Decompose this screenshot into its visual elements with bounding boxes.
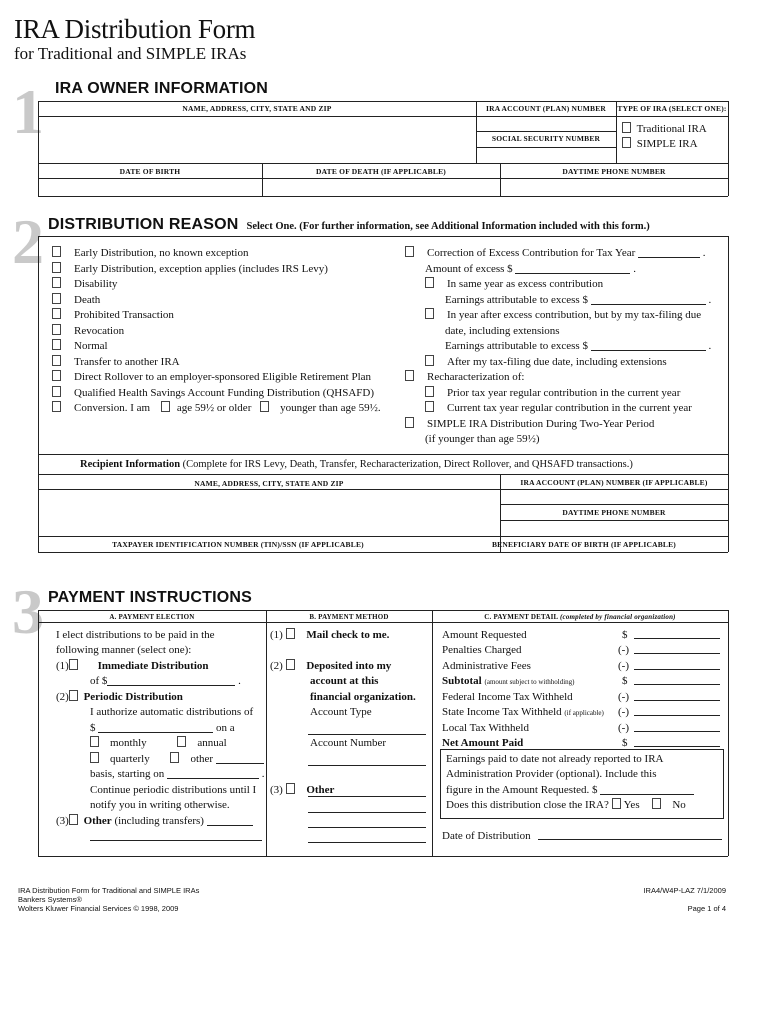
section-number-2: 2	[12, 206, 44, 277]
election-intro-1: I elect distributions to be paid in the	[56, 629, 215, 641]
start-date-field[interactable]	[167, 767, 259, 779]
other-election-field[interactable]	[207, 814, 253, 826]
reason-conversion-checkbox[interactable]	[52, 401, 61, 412]
reason-qhsafd-checkbox[interactable]	[52, 386, 61, 397]
label-recipient-name-address: NAME, ADDRESS, CITY, STATE AND ZIP	[194, 479, 344, 488]
conversion-59-or-older-checkbox[interactable]	[161, 401, 170, 412]
reason-simple-two-year-checkbox[interactable]	[405, 417, 414, 428]
year-after-label-cont: date, including extensions	[445, 325, 560, 337]
reason-simple-two-year-note: (if younger than age 59½)	[425, 433, 540, 445]
other-election-label: Other	[83, 815, 112, 827]
label-recipient-account: IRA ACCOUNT (PLAN) NUMBER (IF APPLICABLE)	[520, 478, 708, 487]
page-title: IRA Distribution Form	[14, 14, 256, 44]
label-daytime-phone: DAYTIME PHONE NUMBER	[562, 167, 666, 176]
label-owner-name-address: NAME, ADDRESS, CITY, STATE AND ZIP	[182, 104, 332, 113]
reason-early-exception-label: Early Distribution, exception applies (includes IRS Levy)	[74, 263, 328, 275]
recharacterize-prior-year-label: Prior tax year regular contribution in the current year	[447, 387, 681, 399]
label-beneficiary-dob: BENEFICIARY DATE OF BIRTH (IF APPLICABLE)	[491, 540, 676, 549]
reason-correction-label: Correction of Excess Contribution for Tax Year	[427, 247, 636, 259]
admin-fees-label: Administrative Fees	[442, 660, 531, 672]
close-ira-question: Does this distribution close the IRA?	[446, 799, 609, 811]
date-of-distribution-label: Date of Distribution	[442, 830, 531, 842]
method-1-number: (1)	[270, 629, 283, 641]
amount-requested-symbol: $	[622, 629, 628, 641]
label-date-of-death: DATE OF DEATH (IF APPLICABLE)	[316, 167, 446, 176]
periodic-dollar-label: $	[90, 722, 96, 734]
other-election-checkbox[interactable]	[69, 814, 78, 825]
periodic-authorize-text: I authorize automatic distributions of	[90, 706, 254, 718]
recipient-account-field[interactable]	[501, 490, 727, 503]
frequency-monthly-checkbox[interactable]	[90, 736, 99, 747]
account-type-label: Account Type	[310, 706, 372, 718]
recipient-info-label: Recipient Information	[80, 459, 181, 470]
owner-ssn-field[interactable]	[477, 148, 615, 162]
year-after-label: In year after excess contribution, but by my tax-filing due	[447, 309, 702, 321]
reason-qhsafd-label: Qualified Health Savings Account Funding Distribution (QHSAFD)	[74, 387, 375, 399]
immediate-distribution-checkbox[interactable]	[69, 659, 78, 670]
close-ira-no-checkbox[interactable]	[652, 798, 661, 809]
section-heading-payment: PAYMENT INSTRUCTIONS	[48, 589, 253, 606]
ira-type-traditional-checkbox[interactable]	[622, 122, 631, 133]
admin-fees-field[interactable]	[634, 669, 720, 670]
earnings-text-2: Administration Provider (optional). Include this	[446, 768, 657, 780]
continue-text-2: notify you in writing otherwise.	[90, 799, 230, 811]
after-due-date-label: After my tax-filing due date, including extensions	[447, 356, 667, 368]
federal-tax-symbol: (-)	[618, 691, 629, 703]
account-number-label: Account Number	[310, 737, 387, 749]
recharacterize-prior-year-checkbox[interactable]	[425, 386, 434, 397]
amount-requested-field[interactable]	[634, 638, 720, 639]
label-recipient-tin: TAXPAYER IDENTIFICATION NUMBER (TIN)/SSN (IF APPLICABLE)	[112, 540, 364, 549]
footer-form-id: IRA4/W4P-LAZ 7/1/2009	[643, 886, 726, 895]
reason-early-no-exception-checkbox[interactable]	[52, 246, 61, 257]
reason-revocation-label: Revocation	[74, 325, 125, 337]
close-ira-yes-checkbox[interactable]	[612, 798, 621, 809]
federal-tax-field[interactable]	[634, 700, 720, 701]
method-3-number: (3)	[270, 784, 283, 796]
subtotal-note: (amount subject to withholding)	[484, 678, 575, 686]
earnings-excess-2-label: Earnings attributable to excess $	[445, 340, 588, 352]
earnings-excess-1-field[interactable]	[591, 293, 706, 305]
label-ssn: SOCIAL SECURITY NUMBER	[491, 134, 601, 143]
amount-excess-field[interactable]	[515, 262, 630, 274]
label-payment-method: B. PAYMENT METHOD	[309, 613, 389, 621]
owner-phone-field[interactable]	[501, 179, 727, 195]
frequency-monthly-label: monthly	[110, 737, 147, 749]
label-payment-detail-note: (completed by financial organization)	[560, 613, 676, 621]
reason-death-checkbox[interactable]	[52, 293, 61, 304]
election-1-number: (1)	[56, 660, 69, 672]
account-number-field[interactable]	[308, 765, 426, 766]
correction-tax-year-field[interactable]	[638, 246, 700, 258]
reason-recharacterization-checkbox[interactable]	[405, 370, 414, 381]
local-tax-label: Local Tax Withheld	[442, 722, 529, 734]
reason-simple-two-year-label: SIMPLE IRA Distribution During Two-Year Period	[427, 418, 655, 430]
earnings-text-3: figure in the Amount Requested. $	[446, 784, 598, 796]
footer-copyright: Wolters Kluwer Financial Services © 1998, 2009	[18, 904, 179, 913]
reason-transfer-checkbox[interactable]	[52, 355, 61, 366]
label-recipient-phone: DAYTIME PHONE NUMBER	[562, 508, 666, 517]
local-tax-symbol: (-)	[618, 722, 629, 734]
frequency-annual-checkbox[interactable]	[177, 736, 186, 747]
owner-name-address-field[interactable]	[38, 116, 475, 162]
state-tax-symbol: (-)	[618, 706, 629, 718]
frequency-quarterly-checkbox[interactable]	[90, 752, 99, 763]
immediate-distribution-label: Immediate Distribution	[97, 660, 209, 672]
amount-requested-label: Amount Requested	[442, 629, 527, 641]
other-method-checkbox[interactable]	[286, 783, 295, 794]
reason-conversion-label: Conversion. I am	[74, 402, 151, 414]
net-amount-label: Net Amount Paid	[442, 737, 524, 749]
reason-death-label: Death	[74, 294, 101, 306]
owner-account-number-field[interactable]	[477, 116, 615, 130]
periodic-ona-label: on a	[216, 722, 235, 734]
continue-text-1: Continue periodic distributions until I	[90, 784, 257, 796]
section-heading-distribution-reason: DISTRIBUTION REASON	[48, 216, 239, 233]
net-amount-field[interactable]	[634, 746, 720, 747]
other-method-label: Other	[306, 784, 335, 796]
deposit-label-1: Deposited into my	[306, 660, 392, 672]
footer-form-name: IRA Distribution Form for Traditional and SIMPLE IRAs	[18, 886, 200, 895]
label-date-of-birth: DATE OF BIRTH	[119, 167, 181, 176]
method-2-number: (2)	[270, 660, 283, 672]
periodic-distribution-label: Periodic Distribution	[83, 691, 183, 703]
section-number-3: 3	[12, 576, 44, 647]
reason-direct-rollover-checkbox[interactable]	[52, 370, 61, 381]
earnings-amount-field[interactable]	[600, 783, 694, 795]
penalties-field[interactable]	[634, 653, 720, 654]
frequency-other-field[interactable]	[216, 752, 264, 764]
reason-prohibited-label: Prohibited Transaction	[74, 309, 174, 321]
earnings-excess-1-label: Earnings attributable to excess $	[445, 294, 588, 306]
section-number-1: 1	[12, 76, 44, 147]
footer-page-number: Page 1 of 4	[687, 904, 726, 913]
other-election-field-2[interactable]	[90, 840, 262, 841]
reason-correction-checkbox[interactable]	[405, 246, 414, 257]
earnings-text-1: Earnings paid to date not already reported to IRA	[446, 753, 664, 765]
immediate-of-label: of $	[90, 675, 108, 687]
election-intro-2: following manner (select one):	[56, 644, 192, 656]
other-election-note: (including transfers)	[114, 815, 204, 827]
local-tax-field[interactable]	[634, 731, 720, 732]
account-type-field[interactable]	[308, 734, 426, 735]
date-of-distribution-field[interactable]	[538, 839, 722, 840]
recipient-name-address-field[interactable]	[39, 490, 499, 535]
owner-dod-field[interactable]	[263, 179, 499, 195]
recharacterize-current-year-label: Current tax year regular contribution in the current year	[447, 402, 692, 414]
deposit-checkbox[interactable]	[286, 659, 295, 670]
conversion-younger-checkbox[interactable]	[260, 401, 269, 412]
reason-revocation-checkbox[interactable]	[52, 324, 61, 335]
reason-transfer-label: Transfer to another IRA	[74, 356, 180, 368]
reason-normal-checkbox[interactable]	[52, 339, 61, 350]
subtotal-label: Subtotal	[442, 675, 482, 687]
ira-type-simple-checkbox[interactable]	[622, 137, 631, 148]
immediate-amount-field[interactable]	[107, 674, 235, 686]
frequency-quarterly-label: quarterly	[110, 753, 150, 765]
reason-recharacterization-label: Recharacterization of:	[427, 371, 525, 383]
owner-dob-field[interactable]	[39, 179, 261, 195]
election-3-number: (3)	[56, 815, 69, 827]
close-ira-no-label: No	[672, 799, 686, 811]
state-tax-field[interactable]	[634, 715, 720, 716]
after-due-date-checkbox[interactable]	[425, 355, 434, 366]
frequency-other-label: other	[190, 753, 214, 765]
conversion-younger-label: younger than age 59½.	[280, 402, 381, 414]
distribution-reason-instruction: Select One. (For further information, see Additional Information included with this form.)	[246, 221, 650, 232]
reason-early-exception-checkbox[interactable]	[52, 262, 61, 273]
amount-excess-label: Amount of excess $	[425, 263, 513, 275]
conversion-59-or-older-label: age 59½ or older	[176, 402, 252, 414]
reason-direct-rollover-label: Direct Rollover to an employer-sponsored Eligible Retirement Plan	[74, 371, 372, 383]
recipient-info-note: (Complete for IRS Levy, Death, Transfer, Recharacterization, Direct Rollover, and QHSAFD transactions.)	[182, 459, 633, 470]
periodic-distribution-checkbox[interactable]	[69, 690, 78, 701]
subtotal-field[interactable]	[634, 684, 720, 685]
label-ira-type: TYPE OF IRA (SELECT ONE):	[617, 104, 727, 113]
ira-type-simple-label: SIMPLE IRA	[636, 138, 698, 150]
footer-publisher: Bankers Systems®	[18, 895, 82, 904]
label-payment-election: A. PAYMENT ELECTION	[109, 613, 195, 621]
state-tax-note: (if applicable)	[564, 709, 604, 717]
deposit-label-2: account at this	[310, 675, 379, 687]
subtotal-symbol: $	[622, 675, 628, 687]
reason-disability-label: Disability	[74, 278, 118, 290]
other-method-field[interactable]	[308, 812, 426, 813]
section-heading-owner: IRA OWNER INFORMATION	[55, 80, 269, 97]
frequency-other-checkbox[interactable]	[170, 752, 179, 763]
reason-early-no-exception-label: Early Distribution, no known exception	[74, 247, 249, 259]
reason-disability-checkbox[interactable]	[52, 277, 61, 288]
periodic-amount-field[interactable]	[98, 721, 213, 733]
penalties-symbol: (-)	[618, 644, 629, 656]
reason-normal-label: Normal	[74, 340, 108, 352]
admin-fees-symbol: (-)	[618, 660, 629, 672]
election-2-number: (2)	[56, 691, 69, 703]
frequency-annual-label: annual	[197, 737, 227, 749]
penalties-label: Penalties Charged	[442, 644, 522, 656]
same-year-label: In same year as excess contribution	[447, 278, 604, 290]
recharacterize-current-year-checkbox[interactable]	[425, 401, 434, 412]
state-tax-label: State Income Tax Withheld	[442, 706, 562, 718]
label-payment-detail: C. PAYMENT DETAIL	[484, 613, 559, 621]
mail-check-label: Mail check to me.	[306, 629, 390, 641]
same-year-checkbox[interactable]	[425, 277, 434, 288]
federal-tax-label: Federal Income Tax Withheld	[442, 691, 573, 703]
net-amount-symbol: $	[622, 737, 628, 749]
ira-type-traditional-label: Traditional IRA	[636, 123, 707, 135]
page-subtitle: for Traditional and SIMPLE IRAs	[14, 44, 247, 63]
close-ira-yes-label: Yes	[623, 799, 640, 811]
reason-prohibited-checkbox[interactable]	[52, 308, 61, 319]
label-owner-account-number: IRA ACCOUNT (PLAN) NUMBER	[485, 104, 607, 113]
earnings-excess-2-field[interactable]	[591, 339, 706, 351]
deposit-label-3: financial organization.	[310, 691, 416, 703]
recipient-phone-field[interactable]	[501, 521, 727, 535]
starting-on-label: basis, starting on	[90, 768, 165, 780]
mail-check-checkbox[interactable]	[286, 628, 295, 639]
year-after-checkbox[interactable]	[425, 308, 434, 319]
